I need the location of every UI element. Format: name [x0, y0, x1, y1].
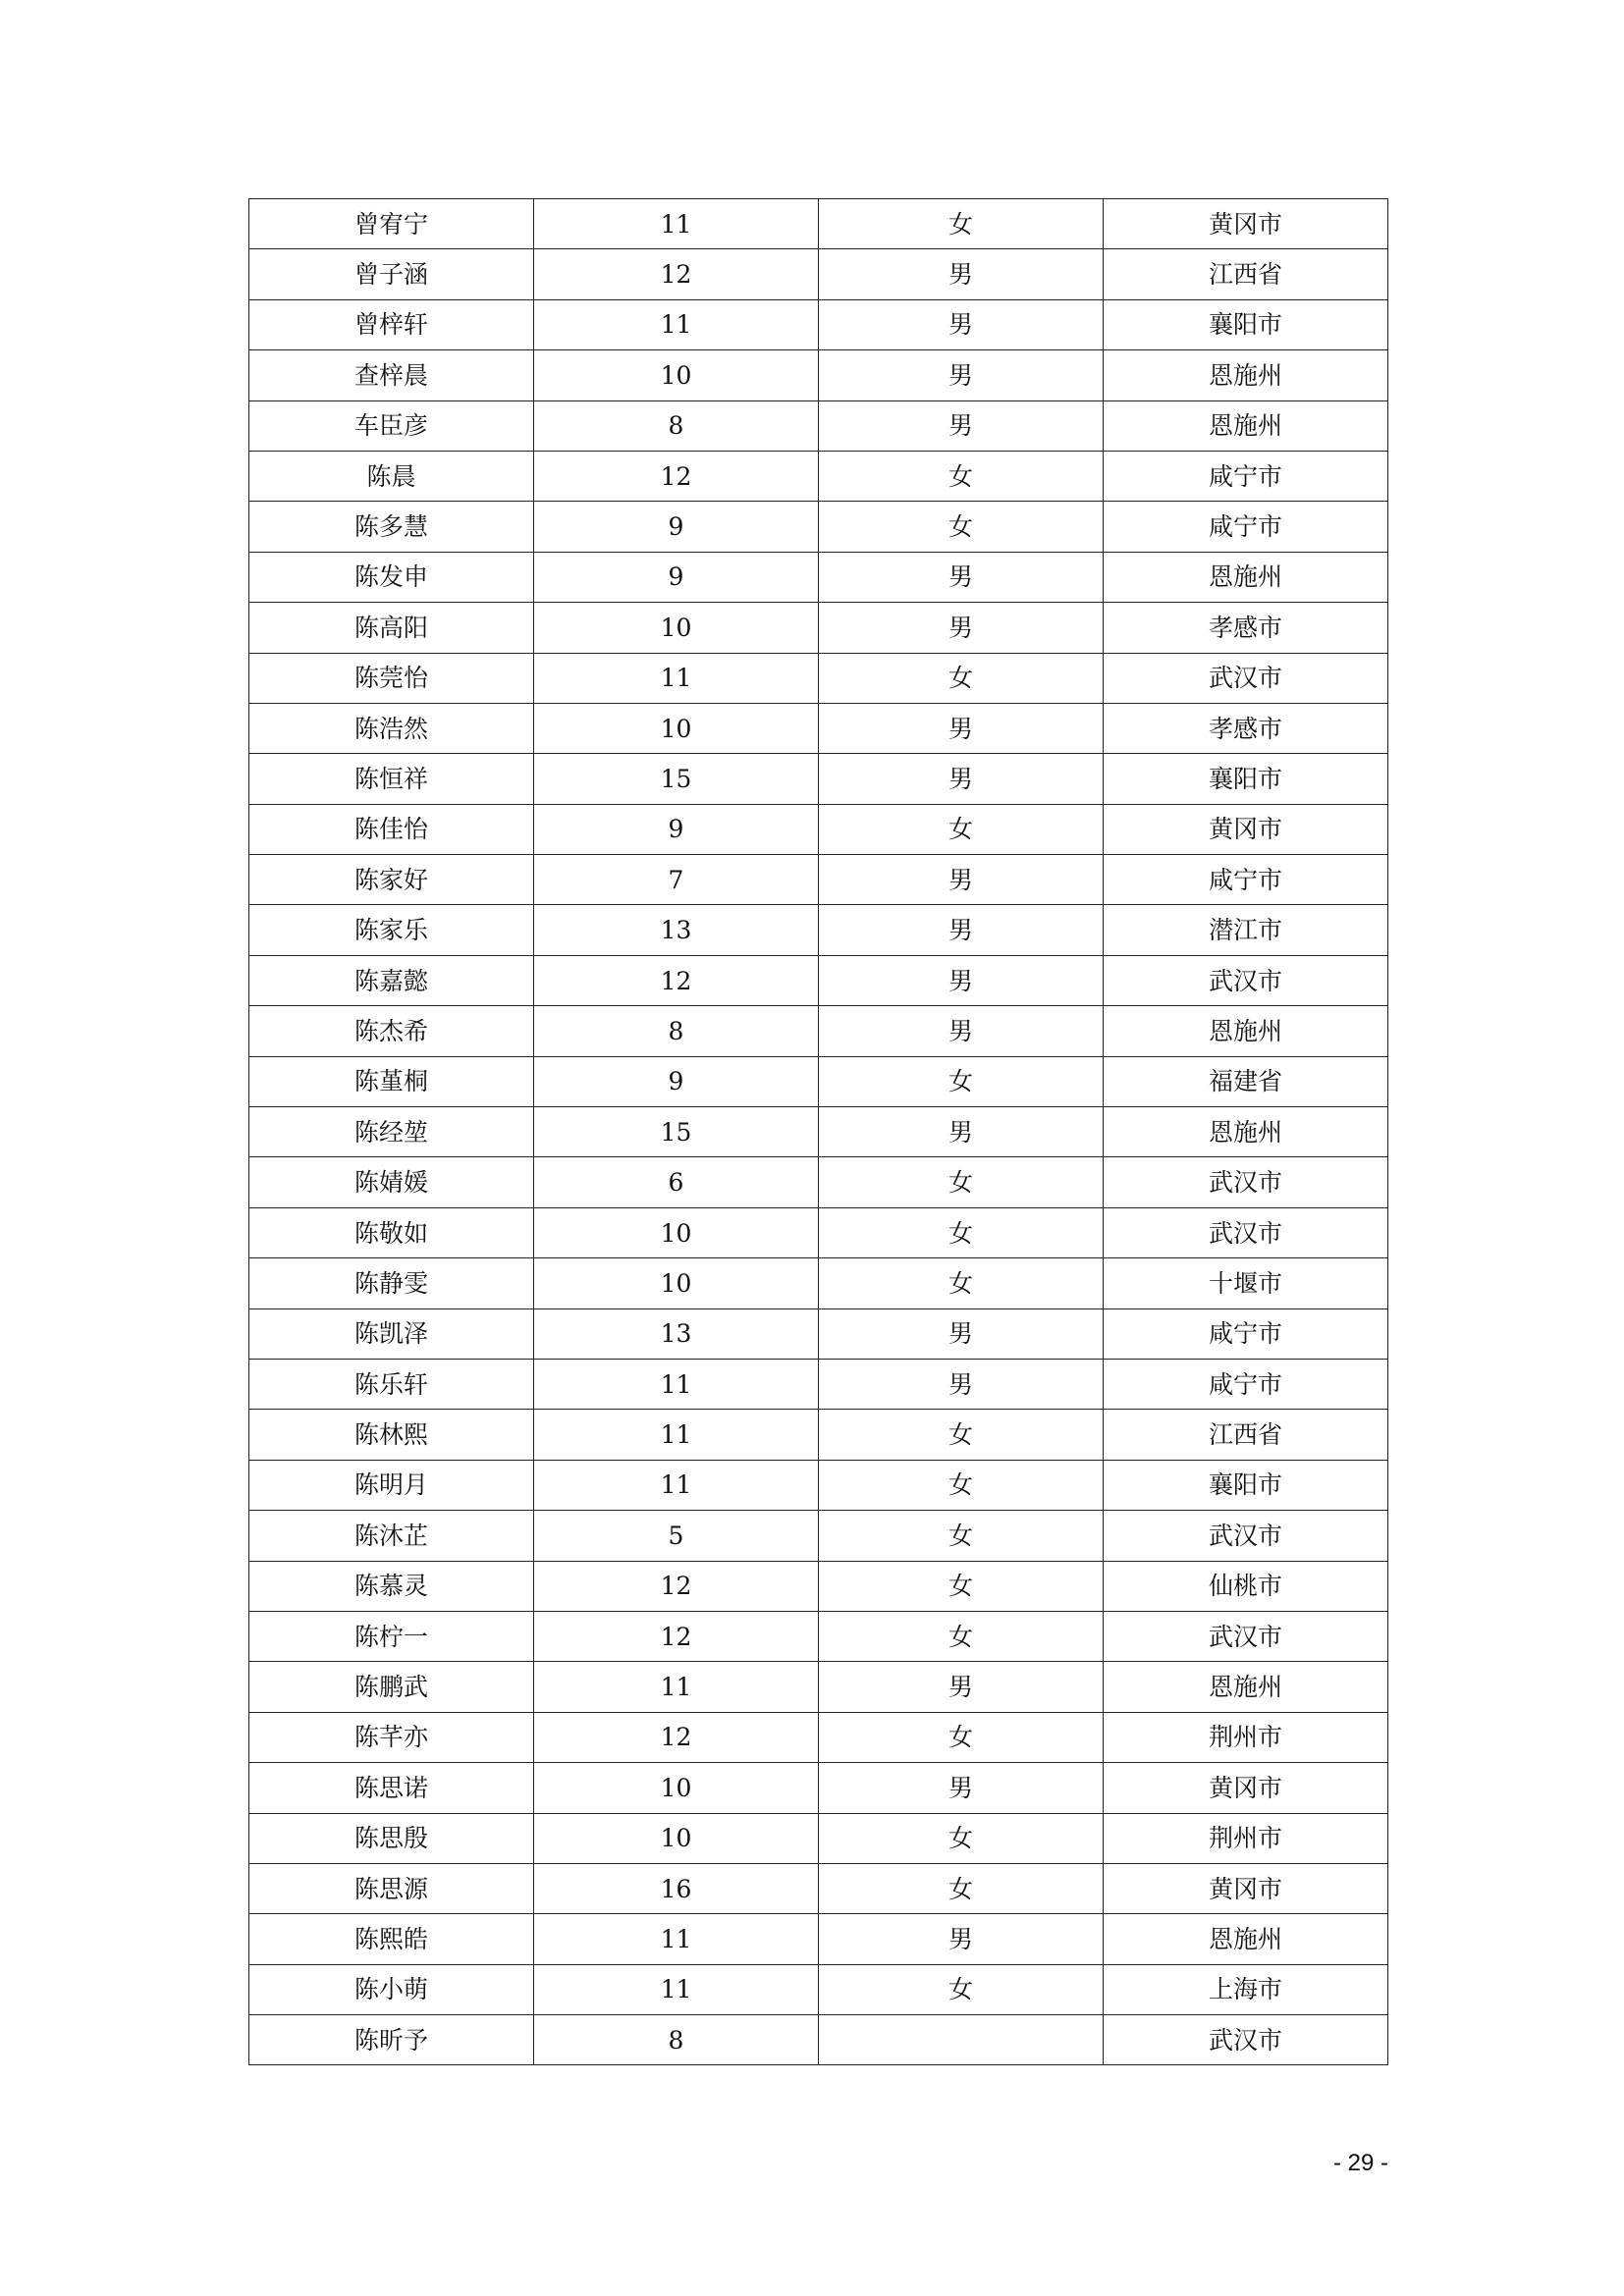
age-cell: 15 — [534, 1107, 819, 1157]
age-cell: 12 — [534, 451, 819, 501]
table-row — [249, 1460, 1388, 1510]
name-cell: 陈婧媛 — [249, 1157, 534, 1207]
gender-cell: 男 — [819, 350, 1104, 400]
name-cell: 陈经堃 — [249, 1107, 534, 1157]
table-row — [249, 1511, 1388, 1561]
region-cell: 武汉市 — [1104, 955, 1388, 1005]
table-row — [249, 1813, 1388, 1863]
gender-cell: 男 — [819, 299, 1104, 349]
name-cell: 陈思殷 — [249, 1813, 534, 1863]
region-cell: 武汉市 — [1104, 1511, 1388, 1561]
gender-cell: 女 — [819, 1863, 1104, 1913]
name-cell: 陈发申 — [249, 552, 534, 602]
age-cell: 11 — [534, 299, 819, 349]
age-cell: 10 — [534, 1258, 819, 1308]
age-cell: 12 — [534, 955, 819, 1005]
table-row — [249, 1056, 1388, 1106]
age-cell: 11 — [534, 1964, 819, 2014]
table-row — [249, 955, 1388, 1005]
roster-table — [248, 198, 1388, 2065]
age-cell: 8 — [534, 400, 819, 451]
gender-cell: 女 — [819, 1611, 1104, 1661]
region-cell: 咸宁市 — [1104, 1308, 1388, 1359]
table-row — [249, 1410, 1388, 1460]
gender-cell: 男 — [819, 1763, 1104, 1813]
age-cell: 9 — [534, 804, 819, 854]
gender-cell: 男 — [819, 249, 1104, 299]
gender-cell: 女 — [819, 1207, 1104, 1257]
name-cell: 陈芊亦 — [249, 1712, 534, 1762]
region-cell: 咸宁市 — [1104, 502, 1388, 552]
age-cell: 16 — [534, 1863, 819, 1913]
gender-cell: 男 — [819, 905, 1104, 955]
gender-cell: 男 — [819, 703, 1104, 753]
gender-cell: 男 — [819, 400, 1104, 451]
region-cell: 咸宁市 — [1104, 451, 1388, 501]
name-cell: 陈杰希 — [249, 1006, 534, 1056]
name-cell: 陈思源 — [249, 1863, 534, 1913]
region-cell: 恩施州 — [1104, 1006, 1388, 1056]
table-row — [249, 299, 1388, 349]
table-row — [249, 855, 1388, 905]
name-cell: 陈小萌 — [249, 1964, 534, 2014]
table-row — [249, 754, 1388, 804]
name-cell: 陈家乐 — [249, 905, 534, 955]
name-cell: 陈嘉懿 — [249, 955, 534, 1005]
gender-cell: 男 — [819, 1359, 1104, 1409]
name-cell: 陈昕予 — [249, 2015, 534, 2065]
region-cell: 仙桃市 — [1104, 1561, 1388, 1611]
table-row — [249, 1157, 1388, 1207]
name-cell: 陈乐轩 — [249, 1359, 534, 1409]
region-cell: 黄冈市 — [1104, 804, 1388, 854]
table-row — [249, 1964, 1388, 2014]
gender-cell: 女 — [819, 1258, 1104, 1308]
age-cell: 11 — [534, 1359, 819, 1409]
page-number: - 29 - — [1332, 2150, 1388, 2176]
table-row — [249, 603, 1388, 653]
table-row — [249, 2015, 1388, 2065]
gender-cell: 男 — [819, 855, 1104, 905]
table-row — [249, 199, 1388, 249]
region-cell: 恩施州 — [1104, 1914, 1388, 1964]
region-cell: 黄冈市 — [1104, 1763, 1388, 1813]
table-row — [249, 1107, 1388, 1157]
gender-cell: 女 — [819, 653, 1104, 703]
table-row — [249, 451, 1388, 501]
region-cell: 黄冈市 — [1104, 1863, 1388, 1913]
gender-cell: 女 — [819, 1410, 1104, 1460]
name-cell: 陈思诺 — [249, 1763, 534, 1813]
gender-cell: 女 — [819, 502, 1104, 552]
region-cell: 上海市 — [1104, 1964, 1388, 2014]
age-cell: 11 — [534, 1460, 819, 1510]
region-cell: 孝感市 — [1104, 703, 1388, 753]
region-cell: 荆州市 — [1104, 1712, 1388, 1762]
name-cell: 陈敬如 — [249, 1207, 534, 1257]
name-cell: 车臣彦 — [249, 400, 534, 451]
age-cell: 15 — [534, 754, 819, 804]
age-cell: 10 — [534, 703, 819, 753]
age-cell: 8 — [534, 2015, 819, 2065]
name-cell: 陈沐芷 — [249, 1511, 534, 1561]
region-cell: 江西省 — [1104, 1410, 1388, 1460]
table-row — [249, 1308, 1388, 1359]
name-cell: 陈明月 — [249, 1460, 534, 1510]
table-row — [249, 1662, 1388, 1712]
age-cell: 13 — [534, 905, 819, 955]
region-cell: 襄阳市 — [1104, 754, 1388, 804]
age-cell: 10 — [534, 350, 819, 400]
gender-cell: 女 — [819, 1511, 1104, 1561]
gender-cell: 男 — [819, 552, 1104, 602]
table-row — [249, 249, 1388, 299]
name-cell: 曾子涵 — [249, 249, 534, 299]
gender-cell: 女 — [819, 804, 1104, 854]
table-row — [249, 502, 1388, 552]
table-row — [249, 1712, 1388, 1762]
gender-cell: 男 — [819, 603, 1104, 653]
table-row — [249, 1561, 1388, 1611]
name-cell: 陈凯泽 — [249, 1308, 534, 1359]
roster-table-body — [249, 199, 1388, 2065]
name-cell: 陈浩然 — [249, 703, 534, 753]
age-cell: 11 — [534, 1914, 819, 1964]
gender-cell: 男 — [819, 1662, 1104, 1712]
table-row — [249, 703, 1388, 753]
gender-cell: 女 — [819, 1712, 1104, 1762]
table-row — [249, 1258, 1388, 1308]
name-cell: 曾梓轩 — [249, 299, 534, 349]
name-cell: 陈林熙 — [249, 1410, 534, 1460]
name-cell: 陈柠一 — [249, 1611, 534, 1661]
region-cell: 福建省 — [1104, 1056, 1388, 1106]
age-cell: 8 — [534, 1006, 819, 1056]
table-row — [249, 1914, 1388, 1964]
table-row — [249, 400, 1388, 451]
gender-cell: 男 — [819, 955, 1104, 1005]
name-cell: 查梓晨 — [249, 350, 534, 400]
age-cell: 13 — [534, 1308, 819, 1359]
gender-cell: 女 — [819, 1157, 1104, 1207]
age-cell: 12 — [534, 1611, 819, 1661]
region-cell: 咸宁市 — [1104, 855, 1388, 905]
gender-cell: 女 — [819, 1561, 1104, 1611]
table-row — [249, 905, 1388, 955]
gender-cell — [819, 2015, 1104, 2065]
name-cell: 陈静雯 — [249, 1258, 534, 1308]
gender-cell: 男 — [819, 1308, 1104, 1359]
region-cell: 恩施州 — [1104, 552, 1388, 602]
region-cell: 荆州市 — [1104, 1813, 1388, 1863]
name-cell: 陈恒祥 — [249, 754, 534, 804]
gender-cell: 女 — [819, 1460, 1104, 1510]
region-cell: 咸宁市 — [1104, 1359, 1388, 1409]
region-cell: 潜江市 — [1104, 905, 1388, 955]
gender-cell: 女 — [819, 451, 1104, 501]
age-cell: 10 — [534, 603, 819, 653]
region-cell: 武汉市 — [1104, 1157, 1388, 1207]
name-cell: 陈多慧 — [249, 502, 534, 552]
name-cell: 陈鹏武 — [249, 1662, 534, 1712]
region-cell: 武汉市 — [1104, 1611, 1388, 1661]
age-cell: 12 — [534, 249, 819, 299]
gender-cell: 男 — [819, 1107, 1104, 1157]
gender-cell: 女 — [819, 1056, 1104, 1106]
gender-cell: 女 — [819, 199, 1104, 249]
region-cell: 武汉市 — [1104, 653, 1388, 703]
name-cell: 陈堇桐 — [249, 1056, 534, 1106]
age-cell: 11 — [534, 1410, 819, 1460]
age-cell: 10 — [534, 1207, 819, 1257]
gender-cell: 女 — [819, 1813, 1104, 1863]
table-row — [249, 1207, 1388, 1257]
table-row — [249, 350, 1388, 400]
region-cell: 恩施州 — [1104, 1662, 1388, 1712]
name-cell: 曾宥宁 — [249, 199, 534, 249]
table-row — [249, 1359, 1388, 1409]
region-cell: 襄阳市 — [1104, 1460, 1388, 1510]
region-cell: 襄阳市 — [1104, 299, 1388, 349]
age-cell: 9 — [534, 1056, 819, 1106]
table-row — [249, 653, 1388, 703]
region-cell: 江西省 — [1104, 249, 1388, 299]
region-cell: 孝感市 — [1104, 603, 1388, 653]
age-cell: 11 — [534, 1662, 819, 1712]
region-cell: 武汉市 — [1104, 1207, 1388, 1257]
name-cell: 陈家好 — [249, 855, 534, 905]
age-cell: 12 — [534, 1712, 819, 1762]
age-cell: 9 — [534, 502, 819, 552]
region-cell: 恩施州 — [1104, 350, 1388, 400]
age-cell: 10 — [534, 1813, 819, 1863]
age-cell: 10 — [534, 1763, 819, 1813]
name-cell: 陈晨 — [249, 451, 534, 501]
age-cell: 5 — [534, 1511, 819, 1561]
gender-cell: 男 — [819, 754, 1104, 804]
gender-cell: 女 — [819, 1964, 1104, 2014]
gender-cell: 男 — [819, 1006, 1104, 1056]
age-cell: 7 — [534, 855, 819, 905]
table-row — [249, 1611, 1388, 1661]
age-cell: 12 — [534, 1561, 819, 1611]
name-cell: 陈慕灵 — [249, 1561, 534, 1611]
region-cell: 恩施州 — [1104, 400, 1388, 451]
name-cell: 陈莞怡 — [249, 653, 534, 703]
table-row — [249, 552, 1388, 602]
age-cell: 11 — [534, 653, 819, 703]
name-cell: 陈佳怡 — [249, 804, 534, 854]
region-cell: 黄冈市 — [1104, 199, 1388, 249]
name-cell: 陈高阳 — [249, 603, 534, 653]
table-row — [249, 1863, 1388, 1913]
age-cell: 6 — [534, 1157, 819, 1207]
age-cell: 9 — [534, 552, 819, 602]
table-row — [249, 1763, 1388, 1813]
gender-cell: 男 — [819, 1914, 1104, 1964]
name-cell: 陈熙皓 — [249, 1914, 534, 1964]
region-cell: 十堰市 — [1104, 1258, 1388, 1308]
table-row — [249, 804, 1388, 854]
region-cell: 武汉市 — [1104, 2015, 1388, 2065]
age-cell: 11 — [534, 199, 819, 249]
region-cell: 恩施州 — [1104, 1107, 1388, 1157]
table-row — [249, 1006, 1388, 1056]
